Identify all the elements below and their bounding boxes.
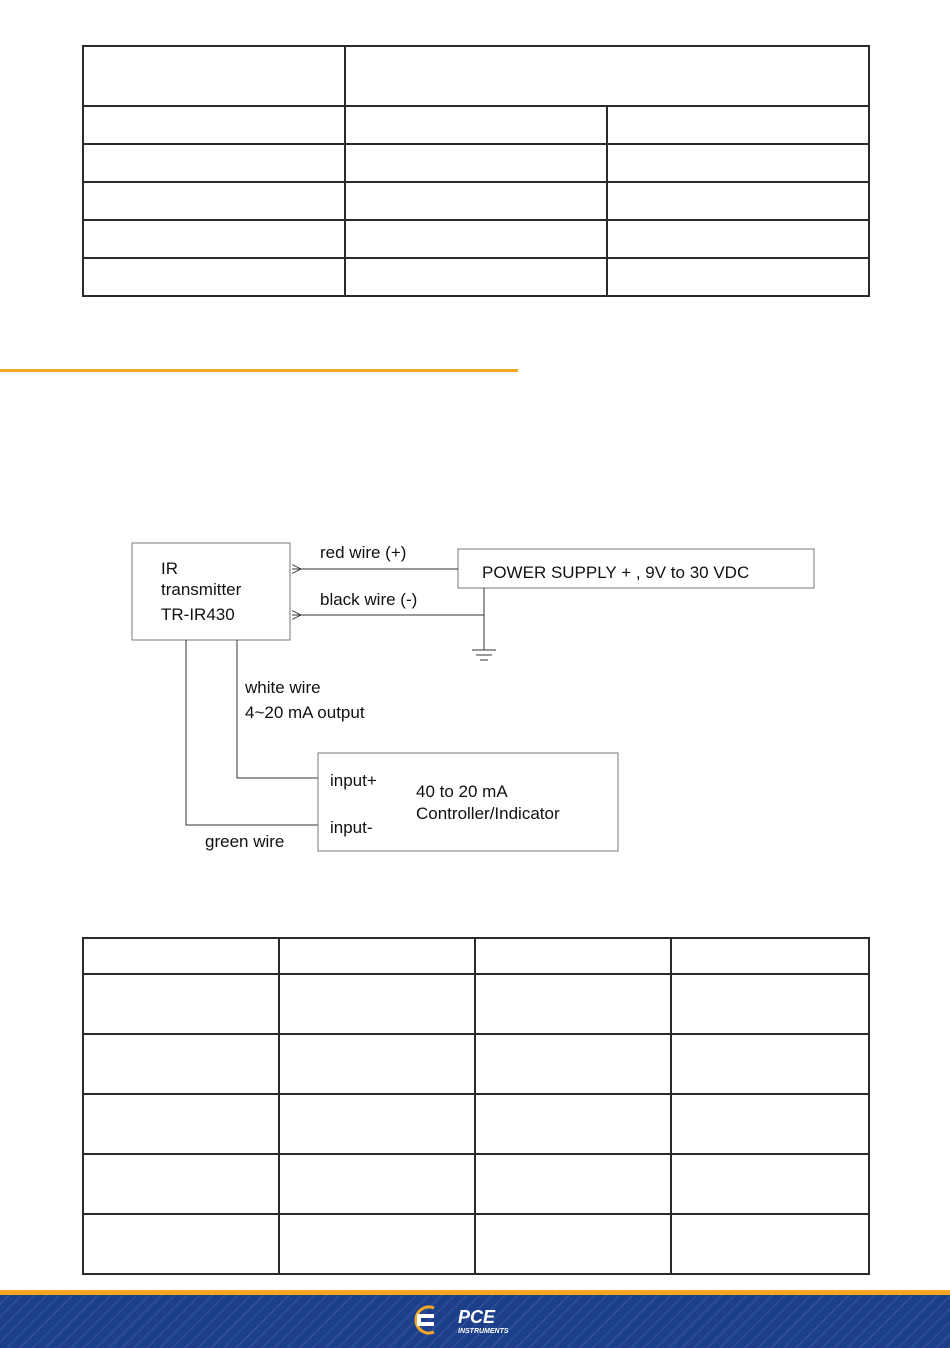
logo-sub-text: INSTRUMENTS bbox=[458, 1328, 509, 1335]
pce-logo bbox=[408, 1303, 542, 1337]
input-plus-label: input+ bbox=[330, 771, 377, 790]
table-cell bbox=[83, 1034, 279, 1094]
table-cell bbox=[607, 106, 869, 144]
footer-accent-stripe bbox=[0, 1290, 950, 1295]
table-cell bbox=[475, 938, 671, 974]
controller-label-line1: 40 to 20 mA bbox=[416, 782, 508, 801]
table-cell bbox=[83, 258, 345, 296]
controller-label-line2: Controller/Indicator bbox=[416, 804, 560, 823]
table-row bbox=[83, 144, 869, 182]
table-cell bbox=[671, 1094, 869, 1154]
table-cell bbox=[671, 1154, 869, 1214]
table-cell bbox=[279, 938, 475, 974]
white-wire-label: white wire bbox=[245, 678, 321, 697]
logo-main-text: PCE bbox=[458, 1307, 496, 1327]
table-cell bbox=[345, 46, 869, 106]
table-row bbox=[83, 1154, 869, 1214]
red-wire-label: red wire (+) bbox=[320, 543, 407, 562]
table-cell bbox=[83, 1154, 279, 1214]
bottom-table bbox=[82, 937, 870, 1275]
table-row bbox=[83, 182, 869, 220]
pce-logo-icon bbox=[416, 1307, 434, 1333]
table-cell bbox=[607, 258, 869, 296]
table-cell bbox=[83, 1214, 279, 1274]
table-cell bbox=[83, 974, 279, 1034]
table-row bbox=[83, 974, 869, 1034]
table-row bbox=[83, 1034, 869, 1094]
table-cell bbox=[475, 1034, 671, 1094]
wiring-diagram bbox=[0, 520, 950, 870]
power-supply-label: POWER SUPPLY + , 9V to 30 VDC bbox=[482, 563, 750, 582]
table-cell bbox=[83, 1094, 279, 1154]
table-cell bbox=[475, 1094, 671, 1154]
ground-icon bbox=[472, 650, 496, 660]
table-cell bbox=[279, 1214, 475, 1274]
table-cell bbox=[671, 938, 869, 974]
table-row bbox=[83, 938, 869, 974]
table-cell bbox=[671, 1034, 869, 1094]
input-minus-label: input- bbox=[330, 818, 373, 837]
table-row bbox=[83, 1094, 869, 1154]
table-cell bbox=[475, 1214, 671, 1274]
green-wire-label: green wire bbox=[205, 832, 285, 851]
table-cell bbox=[279, 1094, 475, 1154]
table-cell bbox=[607, 182, 869, 220]
transmitter-label-line3: TR-IR430 bbox=[161, 605, 235, 624]
table-cell bbox=[83, 46, 345, 106]
section-divider bbox=[0, 369, 518, 372]
table-cell bbox=[83, 220, 345, 258]
table-cell bbox=[345, 144, 607, 182]
table-row bbox=[83, 258, 869, 296]
table-cell bbox=[83, 182, 345, 220]
table-cell bbox=[83, 938, 279, 974]
table-cell bbox=[83, 106, 345, 144]
table-cell bbox=[345, 182, 607, 220]
table-cell bbox=[279, 1034, 475, 1094]
table-row bbox=[83, 1214, 869, 1274]
green-wire-line bbox=[186, 640, 318, 825]
table-cell bbox=[475, 974, 671, 1034]
table-cell bbox=[671, 1214, 869, 1274]
table-cell bbox=[345, 258, 607, 296]
black-wire-label: black wire (-) bbox=[320, 590, 418, 609]
transmitter-label-line1: IR bbox=[161, 559, 178, 578]
table-cell bbox=[83, 144, 345, 182]
table-cell bbox=[345, 106, 607, 144]
table-cell bbox=[671, 974, 869, 1034]
table-cell bbox=[279, 1154, 475, 1214]
table-row bbox=[83, 220, 869, 258]
transmitter-label-line2: transmitter bbox=[161, 580, 242, 599]
table-cell bbox=[279, 974, 475, 1034]
table-row bbox=[83, 46, 869, 106]
output-label: 4~20 mA output bbox=[245, 703, 365, 722]
table-cell bbox=[607, 144, 869, 182]
table-cell bbox=[345, 220, 607, 258]
top-table bbox=[82, 45, 870, 297]
table-cell bbox=[475, 1154, 671, 1214]
table-row bbox=[83, 106, 869, 144]
table-cell bbox=[607, 220, 869, 258]
